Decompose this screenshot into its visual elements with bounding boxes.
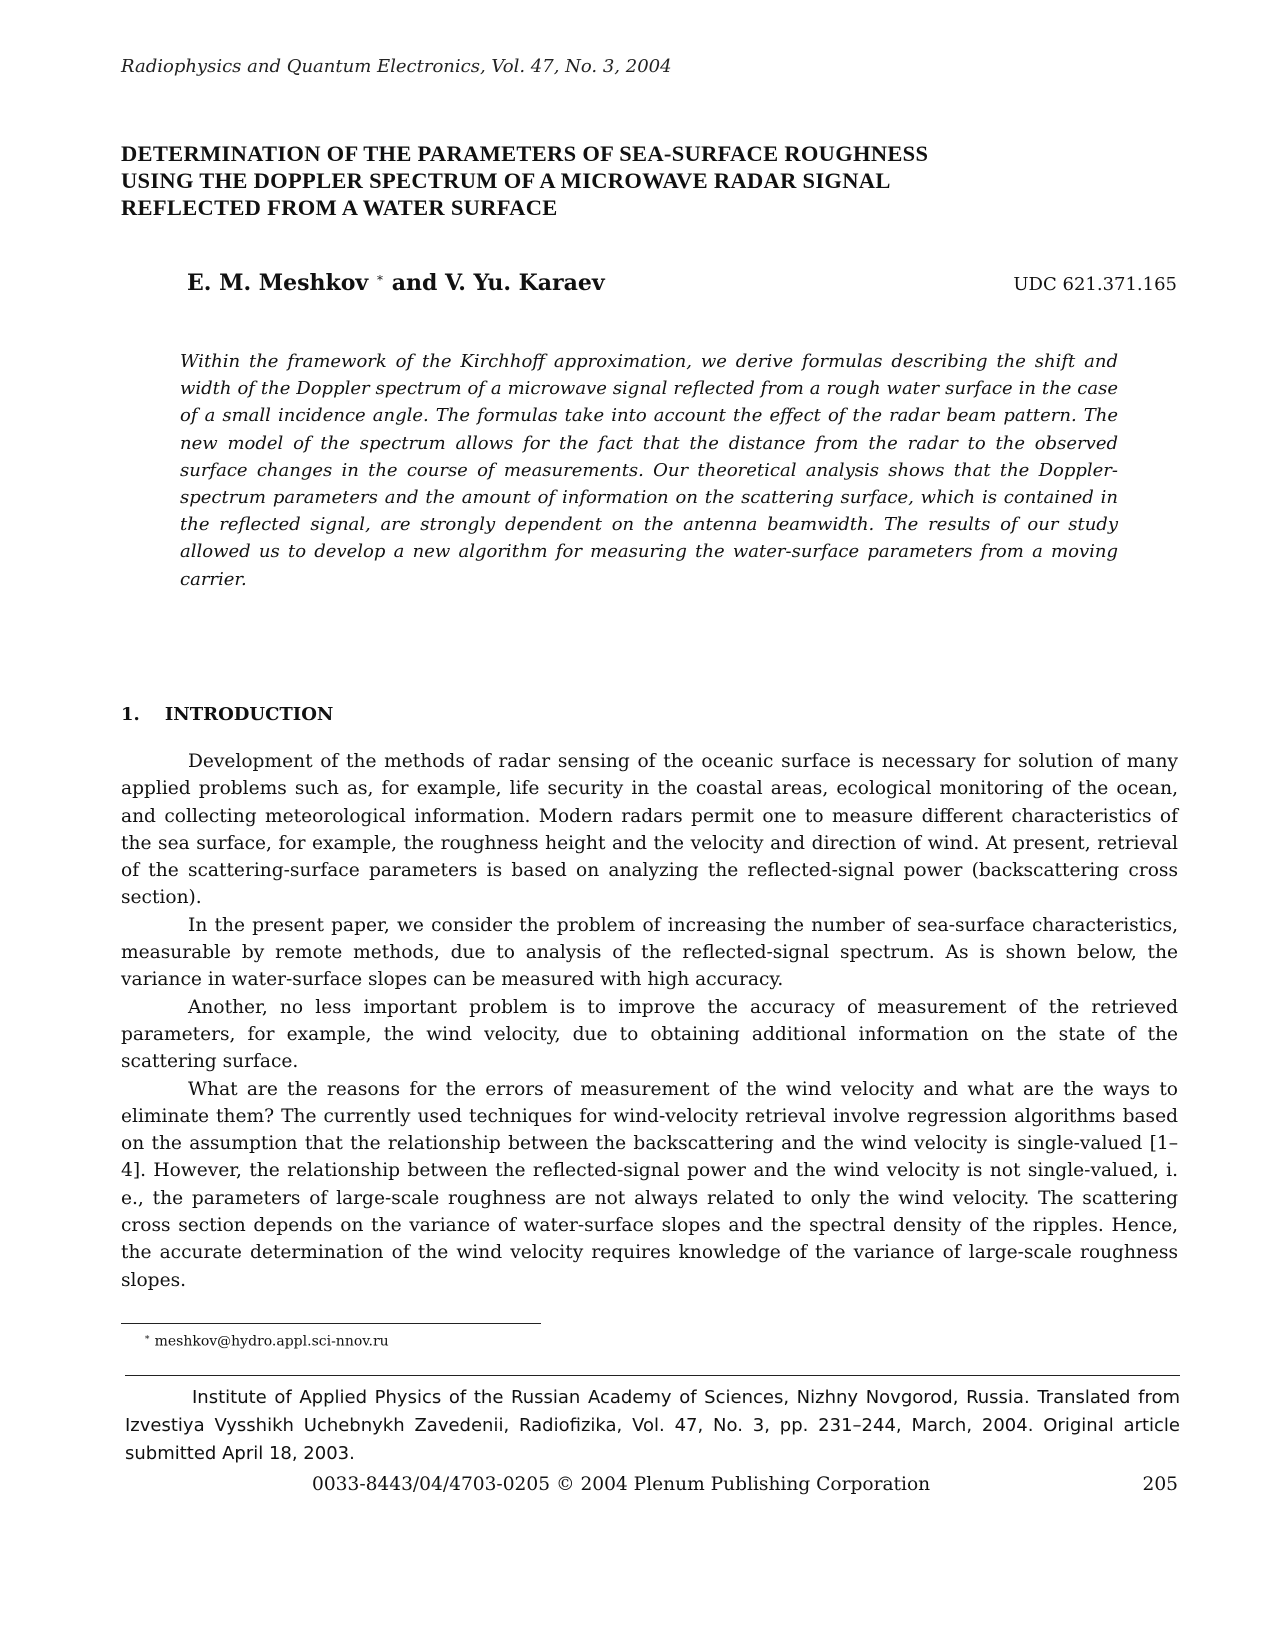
journal-header: Radiophysics and Quantum Electronics, Vol. 47, No. 3, 2004 xyxy=(121,56,672,77)
paragraph: Another, no less important problem is to improve the accuracy of measurement of the retrieved parameters, for example, the wind velocity, due to obtaining additional information on the state of the scattering surface. xyxy=(121,996,1178,1073)
footnote-divider xyxy=(121,1323,541,1324)
paper-title xyxy=(121,140,1171,221)
footnote-email: meshkov@hydro.appl.sci-nnov.ru xyxy=(154,1333,389,1350)
author-list xyxy=(187,270,605,296)
section-body xyxy=(121,748,1178,1294)
page-number: 205 xyxy=(1142,1474,1178,1495)
author-name: E. M. Meshkov xyxy=(187,270,369,296)
affiliation-divider xyxy=(125,1375,1180,1376)
udc-code: UDC 621.371.165 xyxy=(1013,274,1177,295)
footnote-marker: ∗ xyxy=(375,270,385,285)
abstract: Within the framework of the Kirchhoff approximation, we derive formulas describing the shift and width of the Doppler spectrum of a microwave signal reflected from a rough water surface in the case of a small incidence angle. The formulas take into account the effect of the radar beam pattern. The new model of the spectrum allows for the fact that the distance from the radar to the observed surface changes in the course of measurements. Our theoretical analysis shows that the Doppler-spectrum parameters and the amount of information on the scattering surface, which is contained in the reflected signal, are strongly dependent on the antenna beamwidth. The results of our study allowed us to develop a new algorithm for measuring the water-surface parameters from a moving carrier. xyxy=(180,351,1118,590)
affiliation-text: Institute of Applied Physics of the Russian Academy of Sciences, Nizhny Novgorod, Russia. Translated from Izvestiya Vysshikh Uchebnykh Zavedenii, Radiofizika, Vol. 47, No. 3, pp. 231–244, March, 2004. Original article submitted April 18, 2003. xyxy=(125,1387,1180,1464)
title-line: DETERMINATION OF THE PARAMETERS OF SEA-SURFACE ROUGHNESS xyxy=(121,141,929,166)
affiliation-note xyxy=(125,1384,1180,1468)
title-line: REFLECTED FROM A WATER SURFACE xyxy=(121,195,558,220)
copyright-line: 0033-8443/04/4703-0205 © 2004 Plenum Publishing Corporation xyxy=(312,1474,931,1495)
section-heading xyxy=(121,704,333,725)
paragraph: In the present paper, we consider the problem of increasing the number of sea-surface characteristics, measurable by remote methods, due to analysis of the reflected-signal spectrum. As is shown below, the variance in water-surface slopes can be measured with high accuracy. xyxy=(121,914,1178,991)
title-line: USING THE DOPPLER SPECTRUM OF A MICROWAVE RADAR SIGNAL xyxy=(121,168,891,193)
footnote-marker: ∗ xyxy=(144,1333,151,1343)
paragraph: Development of the methods of radar sensing of the oceanic surface is necessary for solution of many applied problems such as, for example, life security in the coastal areas, ecological monitoring of the ocean, and collecting meteorological information. Modern radars permit one to measure different characteristics of the sea surface, for example, the roughness height and the velocity and direction of wind. At present, retrieval of the scattering-surface parameters is based on analyzing the reflected-signal power (backscattering cross section). xyxy=(121,751,1178,909)
paragraph: What are the reasons for the errors of measurement of the wind velocity and what are the ways to eliminate them? The currently used techniques for wind-velocity retrieval involve regression algorithms based on the assumption that the relationship between the backscattering and the wind velocity is single-valued [1–4]. However, the relationship between the reflected-signal power and the wind velocity is not single-valued, i. e., the parameters of large-scale roughness are not always related to only the wind velocity. The scattering cross section depends on the variance of water-surface slopes and the spectral density of the ripples. Hence, the accurate determination of the wind velocity requires knowledge of the variance of large-scale roughness slopes. xyxy=(121,1078,1178,1291)
author-conjunction: and xyxy=(391,270,438,296)
footnote xyxy=(144,1333,389,1350)
author-name: V. Yu. Karaev xyxy=(445,270,605,296)
section-title: INTRODUCTION xyxy=(164,704,334,725)
section-number: 1. xyxy=(121,704,140,725)
